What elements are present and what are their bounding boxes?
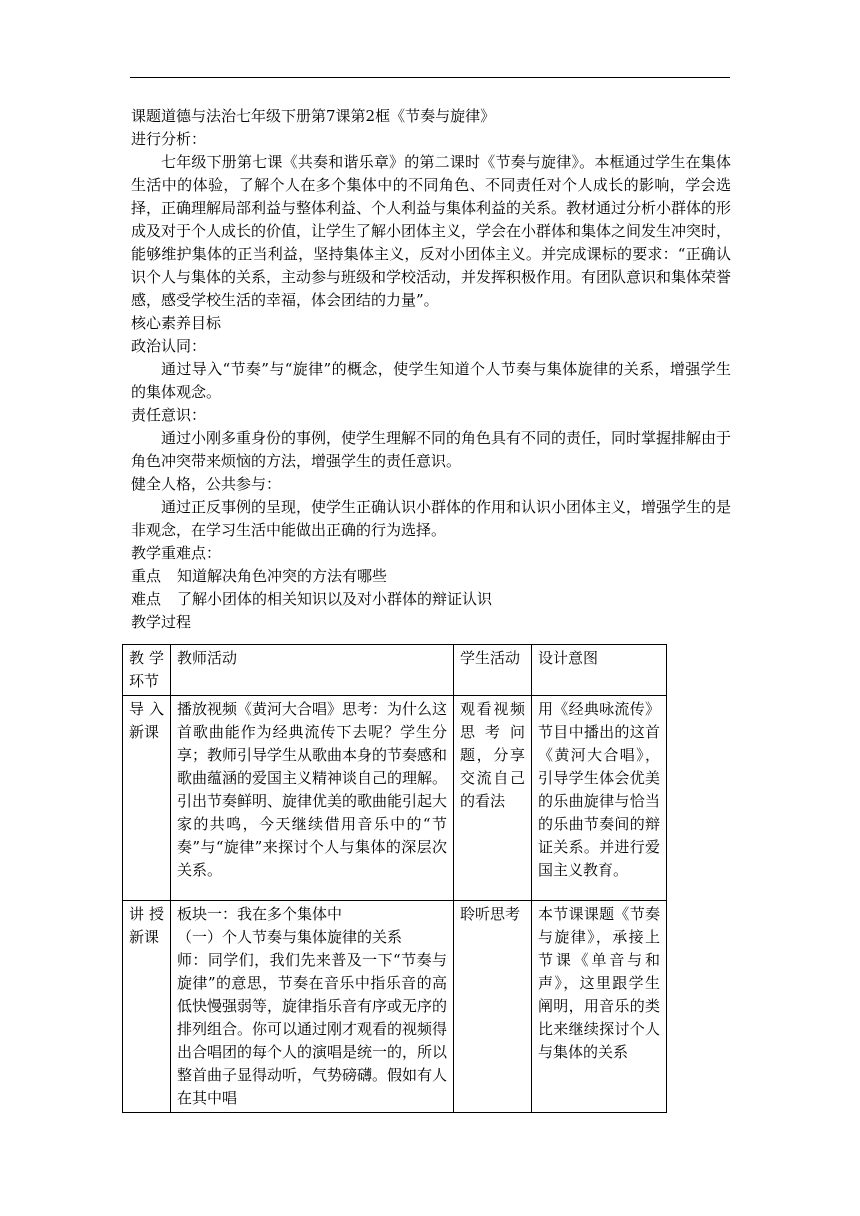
table-header-row	[123, 645, 667, 696]
lesson-title: 课题道德与法治七年级下册第7课第2框《节奏与旋律》	[131, 107, 496, 125]
politics-heading: 政治认同：	[131, 337, 207, 355]
student-activity-cell: 聆听思考	[454, 901, 532, 1113]
analysis-paragraph: 七年级下册第七课《共奏和谐乐章》的第二课时《节奏与旋律》。本框通过学生在集体生活中的体验，了解个人在多个集体中的不同角色、不同责任对个人成长的影响，学会选择，正确理解局部利益与整体利益、个人利益与集体利益的关系。教材通过分析小群体的形成及对于个人成长的价值，让学生了解小团体主义，学会在小群体和集体之间发生冲突时，能够维护集体的正当利益，坚持集体主义，反对小团体主义。并完成课标的要求：“正确认识个人与集体的关系，主动参与班级和学校活动，并发挥积极作用。有团队意识和集体荣誉感，感受学校生活的幸福，体会团结的力量”。	[131, 153, 732, 309]
analysis-heading: 进行分析：	[131, 130, 207, 148]
header-student-activity: 学生活动	[454, 645, 532, 696]
responsibility-paragraph: 通过小刚多重身份的事例，使学生理解不同的角色具有不同的责任，同时掌握排解由于角色冲突带来烦恼的方法，增强学生的责任意识。	[131, 429, 732, 470]
table-row	[123, 901, 667, 1113]
key-point-text: 知道解决角色冲突的方法有哪些	[177, 567, 388, 585]
responsibility-heading: 责任意识：	[131, 406, 207, 424]
table-row	[123, 696, 667, 901]
process-heading: 教学过程	[131, 613, 192, 631]
header-rule	[130, 77, 730, 78]
teacher-activity-cell: 播放视频《黄河大合唱》思考：为什么这首歌曲能作为经典流传下去呢？学生分享；教师引导学生从歌曲本身的节奏感和歌曲蕴涵的爱国主义精神谈自己的理解。引出节奏鲜明、旋律优美的歌曲能引起大家的共鸣，今天继续借用音乐中的“节奏”与“旋律”来探讨个人与集体的深层次关系。	[171, 696, 454, 901]
difficult-point-text: 了解小团体的相关知识以及对小群体的辩证认识	[177, 590, 493, 608]
header-design-intent: 设计意图	[532, 645, 667, 696]
design-intent-cell: 用《经典咏流传》节目中播出的这首《黄河大合唱》，引导学生体会优美的乐曲旋律与恰当的乐曲节奏间的辩证关系。并进行爱国主义教育。	[532, 696, 667, 901]
key-point-label: 重点	[131, 567, 162, 585]
student-activity-cell: 观看视频思考问题，分享交流自己的看法	[454, 696, 532, 901]
politics-paragraph: 通过导入“节奏”与“旋律”的概念，使学生知道个人节奏与集体旋律的关系，增强学生的集体观念。	[131, 360, 731, 401]
teacher-activity-cell	[171, 901, 454, 1113]
teacher-activity-line: 板块一：我在多个集体中	[177, 905, 343, 923]
document-body	[131, 105, 731, 634]
difficulty-heading: 教学重难点：	[131, 544, 222, 562]
stage-cell: 导入新课	[123, 696, 171, 901]
difficult-point-line	[131, 588, 731, 611]
core-literacy-heading: 核心素养目标	[131, 314, 222, 332]
header-stage: 教学环节	[123, 645, 171, 696]
teacher-activity-line: （一）个人节奏与集体旋律的关系	[177, 928, 403, 946]
personality-paragraph: 通过正反事例的呈现，使学生正确认识小群体的作用和认识小团体主义，增强学生的是非观念，在学习生活中能做出正确的行为选择。	[131, 498, 732, 539]
difficult-point-label: 难点	[131, 590, 162, 608]
key-point-line	[131, 565, 731, 588]
teacher-activity-line: 师：同学们，我们先来普及一下“节奏与旋律”的意思，节奏在音乐中指乐音的高低快慢强弱等，旋律指乐音有序或无序的排列组合。你可以通过刚才观看的视频得出合唱团的每个人的演唱是统一的，所以整首曲子显得动听，气势磅礴。假如有人在其中唱	[177, 951, 448, 1107]
teaching-process-table	[122, 644, 667, 1113]
header-teacher-activity: 教师活动	[171, 645, 454, 696]
stage-cell: 讲授新课	[123, 901, 171, 1113]
personality-heading: 健全人格，公共参与：	[131, 475, 282, 493]
design-intent-cell: 本节课课题《节奏与旋律》，承接上节课《单音与和声》，这里跟学生阐明，用音乐的类比来继续探讨个人与集体的关系	[532, 901, 667, 1113]
